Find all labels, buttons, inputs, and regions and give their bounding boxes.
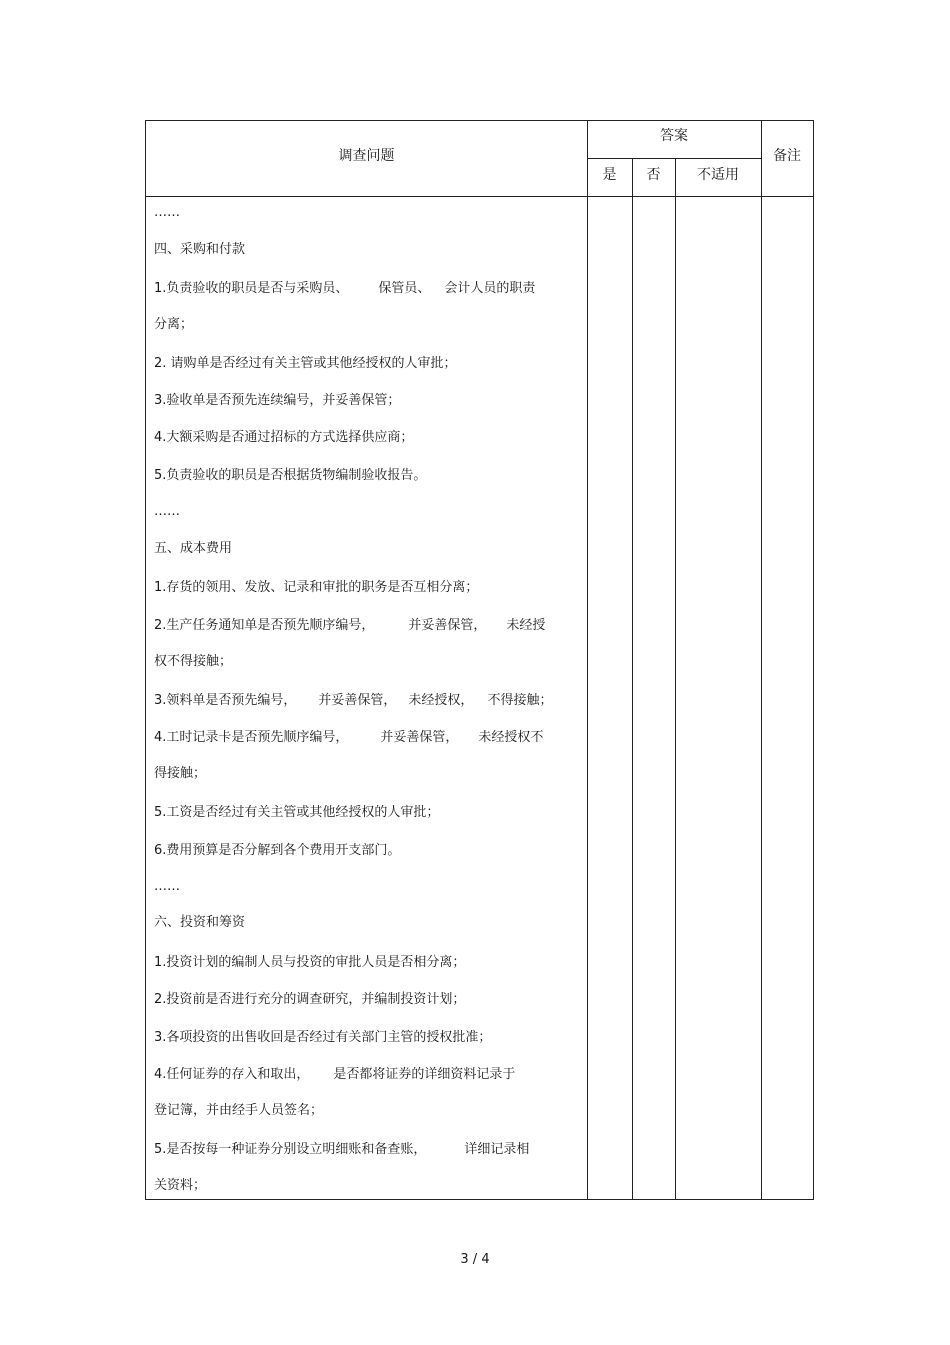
section-heading-cost: 五、成本费用 (154, 541, 233, 556)
question-line: 2. 请购单是否经过有关主管或其他经授权的人审批； (154, 356, 457, 371)
header-yes: 是 (602, 167, 617, 183)
divider-header-body (146, 196, 813, 197)
divider-answer-remarks (761, 121, 762, 1199)
question-line: 登记簿，并由经手人员签名； (154, 1103, 324, 1118)
question-line: 1.存货的领用、发放、记录和审批的职务是否互相分离； (154, 580, 479, 595)
header-question: 调查问题 (338, 148, 395, 164)
section-heading-purchasing: 四、采购和付款 (154, 242, 246, 257)
question-line: 4.任何证券的存入和取出， 是否都将证券的详细资料记录于 (154, 1067, 516, 1082)
divider-answer-subheader (587, 158, 761, 159)
divider-yes-no (632, 159, 633, 1199)
question-line: 6.费用预算是否分解到各个费用开支部门。 (154, 843, 401, 858)
divider-no-na (675, 159, 676, 1199)
header-remarks: 备注 (773, 148, 801, 164)
ellipsis: …… (154, 879, 180, 894)
header-no: 否 (646, 167, 661, 183)
ellipsis: …… (154, 205, 180, 220)
question-line: 分离； (154, 317, 194, 332)
question-line: 4.工时记录卡是否预先顺序编号， 并妥善保管， 未经授权不 (154, 730, 544, 745)
question-line: 3.验收单是否预先连续编号，并妥善保管； (154, 393, 401, 408)
question-line: 5.负责验收的职员是否根据货物编制验收报告。 (154, 468, 427, 483)
question-line: 1.投资计划的编制人员与投资的审批人员是否相分离； (154, 955, 466, 970)
question-line: 1.负责验收的职员是否与采购员、 保管员、 会计人员的职责 (154, 281, 536, 296)
question-line: 权不得接触； (154, 654, 233, 669)
question-line: 2.投资前是否进行充分的调查研究，并编制投资计划； (154, 992, 466, 1007)
header-not-applicable: 不适用 (697, 167, 739, 183)
page-number: 3 / 4 (460, 1252, 490, 1267)
header-answer: 答案 (660, 128, 688, 144)
question-line: 3.各项投资的出售收回是否经过有关部门主管的授权批准； (154, 1030, 492, 1045)
question-line: 3.领料单是否预先编号， 并妥善保管， 未经授权， 不得接触； (154, 693, 553, 708)
question-line: 4.大额采购是否通过招标的方式选择供应商； (154, 430, 414, 445)
question-line: 5.工资是否经过有关主管或其他经授权的人审批； (154, 805, 440, 820)
question-line: 5.是否按每一种证券分别设立明细账和备查账， 详细记录相 (154, 1142, 530, 1157)
question-line: 关资料； (154, 1178, 207, 1193)
question-line: 得接触； (154, 766, 207, 781)
ellipsis: …… (154, 504, 180, 519)
section-heading-investment: 六、投资和筹资 (154, 915, 246, 930)
divider-question-answer (587, 121, 588, 1199)
internal-control-questionnaire-table (145, 120, 814, 1200)
question-line: 2.生产任务通知单是否预先顺序编号， 并妥善保管， 未经授 (154, 618, 546, 633)
